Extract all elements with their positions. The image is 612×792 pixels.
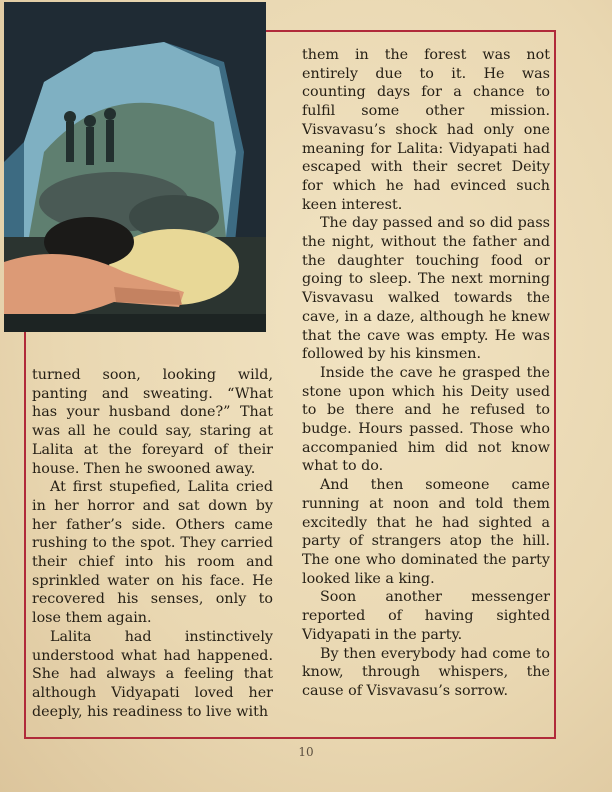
paragraph: Lalita had instinctively understood what had happened. She had always a feeling that although Vidyapati loved her deeply, his readiness to live with (32, 628, 273, 720)
paragraph: By then everybody had come to know, through whispers, the cause of Visvavasu’s sorrow. (302, 645, 550, 699)
border-top (266, 30, 556, 32)
paragraph: them in the forest was not entirely due to it. He was counting days for a chance to fulfil some other mission. Visvavasu’s shock had only one meaning for Lalita: Vidyapati had escaped with their secret Deity for which he had evinced such keen interest. (302, 47, 550, 213)
left-text-column (32, 366, 273, 721)
paragraph: The day passed and so did pass the night, without the father and the daughter touching food or going to sleep. The next morning Visvavasu walked towards the cave, in a daze, although he knew that the cave was empty. He was followed by his kinsmen. (302, 215, 550, 363)
paragraph: At first stupefied, Lalita cried in her horror and sat down by her father’s side. Others came rushing to the spot. They carried their chief into his room and sprinkled water on his face. He recovered his senses, only to lose them again. (32, 479, 273, 627)
border-left (24, 332, 26, 739)
right-text-column (302, 46, 550, 701)
paragraph: And then someone came running at noon and told them excitedly that he had sighted a party of strangers atop the hill. The one who dominated the party looked like a king. (302, 477, 550, 587)
paragraph: turned soon, looking wild, panting and sweating. “What has your husband done?” That was all he could say, staring at Lalita at the foreyard of their house. Then he swooned away. (32, 367, 273, 477)
page-number: 10 (298, 745, 314, 759)
border-right (554, 30, 556, 739)
border-bottom (24, 737, 556, 739)
paragraph: Soon another messenger reported of having sighted Vidyapati in the party. (302, 589, 550, 643)
cave-scene-illustration (4, 2, 266, 332)
cave-illustration (4, 2, 266, 332)
paragraph: Inside the cave he grasped the stone upon which his Deity used to be there and he refused to budge. Hours passed. Those who accompanied him did not know what to do. (302, 364, 550, 475)
